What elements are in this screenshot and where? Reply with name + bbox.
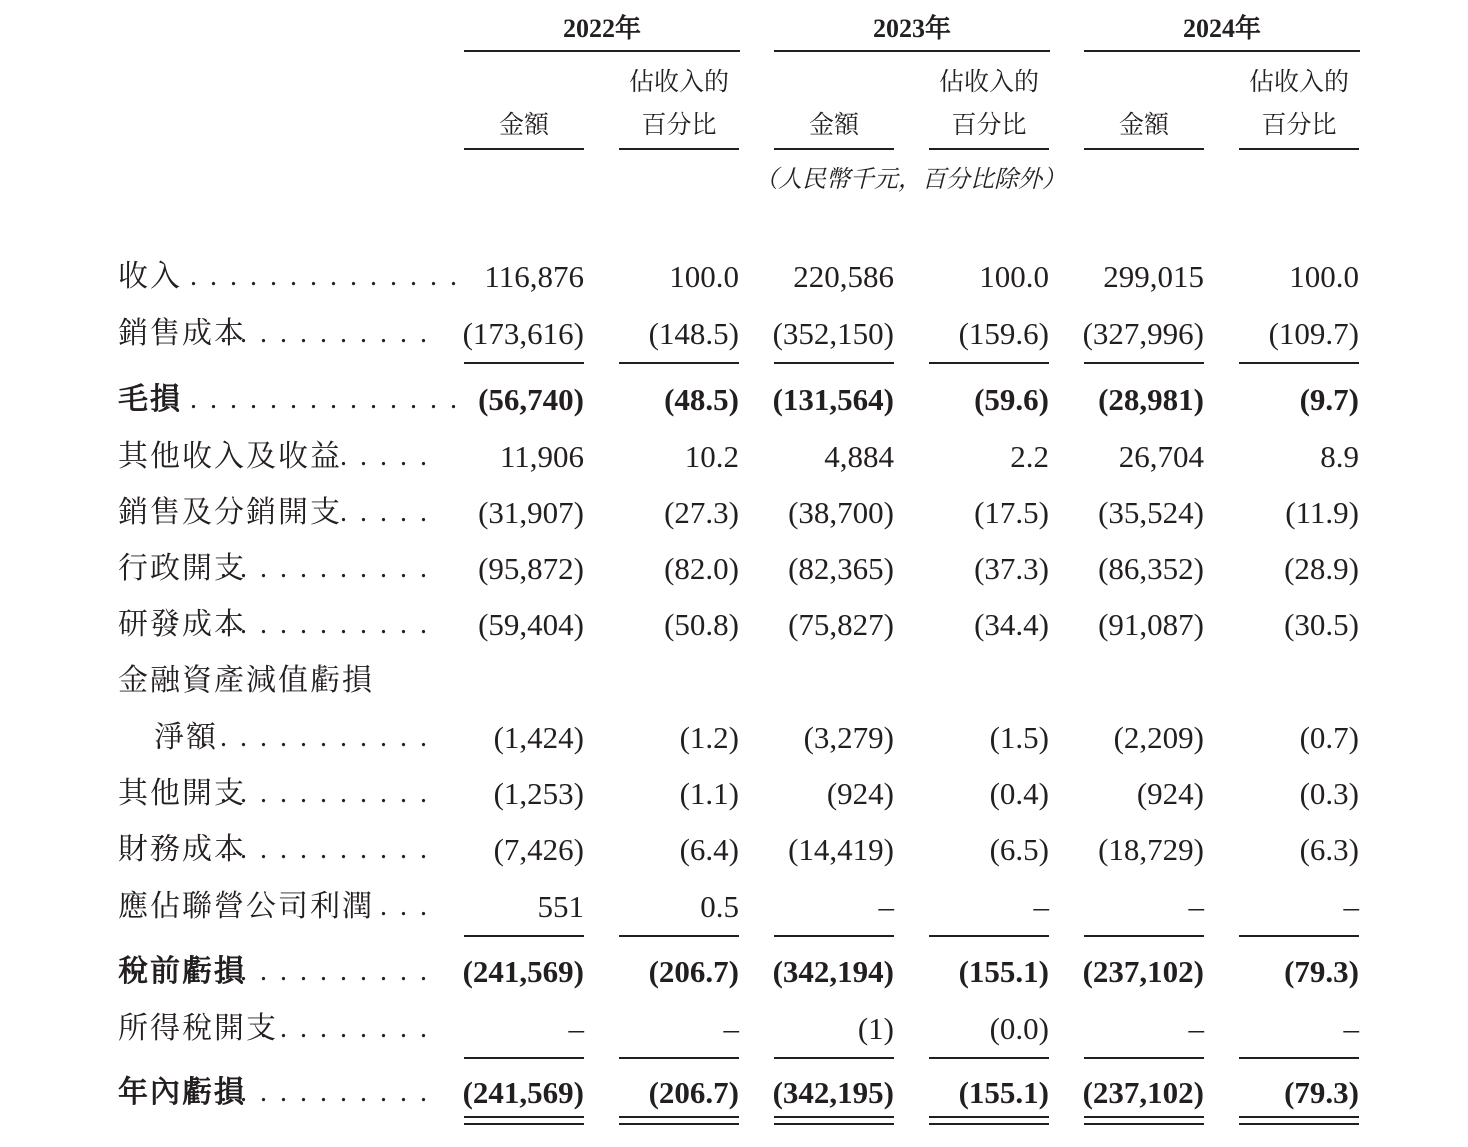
cell-2023-pct: 2.2 [1010,439,1049,474]
dot-leader: . . . . . . . . . . . . [200,722,430,753]
total-double-rule-bottom [464,1123,584,1125]
cell-2022-pct: (48.5) [664,382,739,417]
cell-2022-pct: (6.4) [679,832,739,867]
total-double-rule-bottom [1239,1123,1359,1125]
column-header-pct-line1: 佔收入的 [1248,67,1349,96]
cell-2022-amount: 551 [537,889,584,924]
dot-leader: . . . . . . . . . . . . . . [190,261,460,292]
column-header-pct-line2: 百分比 [641,110,717,139]
row-label: 毛損 [118,382,182,417]
subtotal-rule [619,362,739,364]
column-header-underline [929,148,1049,150]
column-header-underline [1239,148,1359,150]
cell-2023-amount: (342,194) [772,954,894,989]
cell-2022-amount: 11,906 [499,439,584,474]
total-double-rule-top [1084,1116,1204,1118]
subtotal-rule [464,1057,584,1059]
cell-2024-amount: (18,729) [1098,832,1204,867]
total-double-rule-top [774,1116,894,1118]
cell-2023-pct: (6.5) [989,832,1049,867]
dot-leader: . . . . . . . . . . . [220,318,430,349]
subtotal-rule [1239,935,1359,937]
cell-2024-pct: (0.7) [1299,720,1359,755]
subtotal-rule [774,1057,894,1059]
cell-2024-amount: (237,102) [1082,954,1204,989]
cell-2022-pct: 0.5 [700,889,739,924]
cell-2024-amount: (86,352) [1098,551,1204,586]
cell-2023-pct: (34.4) [974,607,1049,642]
year-underline-2023 [774,50,1050,52]
cell-2024-amount: (924) [1136,776,1204,811]
total-double-rule-top [1239,1116,1359,1118]
cell-2024-pct: (0.3) [1299,776,1359,811]
cell-2024-pct: 100.0 [1289,259,1359,294]
cell-2023-pct: (155.1) [958,1075,1049,1110]
column-header-underline [774,148,894,150]
subtotal-rule [1084,935,1204,937]
cell-2024-pct: (79.3) [1284,954,1359,989]
cell-2022-amount: 116,876 [484,259,584,294]
cell-2023-amount: (14,419) [788,832,894,867]
column-header-underline [619,148,739,150]
subtotal-rule [774,362,894,364]
cell-2024-pct: (79.3) [1284,1075,1359,1110]
row-label: 行政開支 [118,551,246,586]
subtotal-rule [929,935,1049,937]
year-underline-2022 [464,50,740,52]
cell-2022-pct: 100.0 [669,259,739,294]
column-header-amount: 金額 [498,110,549,139]
total-double-rule-bottom [774,1123,894,1125]
cell-2023-pct: (155.1) [958,954,1049,989]
subtotal-rule [619,935,739,937]
row-label: 其他收入及收益 [118,439,342,474]
cell-2023-pct: (0.4) [989,776,1049,811]
total-double-rule-bottom [619,1123,739,1125]
cell-2022-amount: (31,907) [478,495,584,530]
cell-2022-amount: (59,404) [478,607,584,642]
cell-2024-amount: (2,209) [1113,720,1204,755]
cell-2024-amount: – [1188,1011,1204,1046]
dot-leader: . . . . . [340,497,430,528]
column-header-underline [464,148,584,150]
cell-2024-pct: – [1343,889,1359,924]
subtotal-rule [464,935,584,937]
dot-leader: . . . . . . . . . . . [220,956,430,987]
cell-2022-pct: (206.7) [648,954,739,989]
cell-2022-pct: (148.5) [648,316,739,351]
cell-2024-pct: (30.5) [1284,607,1359,642]
cell-2024-pct: (6.3) [1299,832,1359,867]
row-label: 應佔聯營公司利潤 [118,889,374,924]
cell-2024-amount: 26,704 [1118,439,1204,474]
cell-2022-amount: (173,616) [462,316,584,351]
row-label: 稅前虧損 [118,954,246,989]
cell-2024-amount: (28,981) [1098,382,1204,417]
dot-leader: . . . . . . . . . . . [220,1077,430,1108]
cell-2022-pct: (82.0) [664,551,739,586]
cell-2023-pct: (37.3) [974,551,1049,586]
year-header-2024: 2024年 [1182,14,1261,43]
subtotal-rule [1084,362,1204,364]
row-label: 收入 [118,259,182,294]
row-label: 銷售及分銷開支 [118,495,342,530]
cell-2022-amount: (241,569) [462,1075,584,1110]
subtotal-rule [774,935,894,937]
cell-2023-amount: (342,195) [772,1075,894,1110]
cell-2022-pct: (1.2) [679,720,739,755]
dot-leader: . . . . . . . . . . . . . . [190,384,460,415]
row-label: 所得稅開支 [118,1011,278,1046]
dot-leader: . . . . . . . . . . . [220,553,430,584]
year-header-2022: 2022年 [562,14,641,43]
subtotal-rule [1084,1057,1204,1059]
cell-2024-amount: 299,015 [1103,259,1204,294]
row-label: 其他開支 [118,776,246,811]
cell-2022-amount: (95,872) [478,551,584,586]
cell-2022-pct: (206.7) [648,1075,739,1110]
cell-2024-pct: (109.7) [1268,316,1359,351]
cell-2023-amount: 220,586 [793,259,894,294]
row-label: 金融資產減值虧損 [118,663,374,698]
cell-2024-amount: (91,087) [1098,607,1204,642]
dot-leader: . . . . . . . . . . . [220,609,430,640]
row-label: 淨額 [154,720,218,755]
cell-2023-pct: (0.0) [989,1011,1049,1046]
row-label: 銷售成本 [118,316,246,351]
column-header-pct-line1: 佔收入的 [628,67,729,96]
cell-2023-amount: (38,700) [788,495,894,530]
cell-2022-amount: (241,569) [462,954,584,989]
cell-2022-pct: – [723,1011,739,1046]
row-label: 財務成本 [118,832,246,867]
cell-2022-amount: (1,424) [493,720,584,755]
dot-leader: . . . . . . . . . . . [220,778,430,809]
cell-2022-pct: (1.1) [679,776,739,811]
cell-2024-pct: (28.9) [1284,551,1359,586]
cell-2024-amount: (237,102) [1082,1075,1204,1110]
year-header-2023: 2023年 [872,14,951,43]
column-header-pct-line2: 百分比 [1261,110,1337,139]
total-double-rule-bottom [1084,1123,1204,1125]
dot-leader: . . . . . . . . . [260,1013,430,1044]
unit-note: （人民幣千元，百分比除外） [754,165,1066,193]
cell-2023-pct: (1.5) [989,720,1049,755]
cell-2023-pct: 100.0 [979,259,1049,294]
cell-2022-amount: – [568,1011,584,1046]
dot-leader: . . . [380,891,430,922]
cell-2023-amount: (924) [826,776,894,811]
cell-2023-amount: (352,150) [772,316,894,351]
cell-2024-amount: (327,996) [1082,316,1204,351]
cell-2023-amount: – [878,889,894,924]
cell-2022-amount: (56,740) [478,382,584,417]
dot-leader: . . . . . . . . . . . [220,834,430,865]
total-double-rule-top [464,1116,584,1118]
cell-2022-pct: 10.2 [684,439,739,474]
subtotal-rule [929,362,1049,364]
total-double-rule-bottom [929,1123,1049,1125]
cell-2024-pct: (11.9) [1285,495,1359,530]
cell-2023-amount: (75,827) [788,607,894,642]
column-header-pct-line2: 百分比 [951,110,1027,139]
cell-2023-pct: (159.6) [958,316,1049,351]
cell-2023-pct: (17.5) [974,495,1049,530]
cell-2023-pct: (59.6) [974,382,1049,417]
cell-2023-amount: (82,365) [788,551,894,586]
cell-2024-amount: – [1188,889,1204,924]
subtotal-rule [929,1057,1049,1059]
cell-2024-pct: – [1343,1011,1359,1046]
cell-2024-pct: (9.7) [1299,382,1359,417]
column-header-underline [1084,148,1204,150]
cell-2023-amount: 4,884 [824,439,894,474]
cell-2023-amount: (1) [857,1011,894,1046]
total-double-rule-top [619,1116,739,1118]
cell-2024-amount: (35,524) [1098,495,1204,530]
total-double-rule-top [929,1116,1049,1118]
subtotal-rule [1239,362,1359,364]
cell-2022-pct: (50.8) [664,607,739,642]
cell-2024-pct: 8.9 [1320,439,1359,474]
subtotal-rule [464,362,584,364]
column-header-amount: 金額 [1118,110,1169,139]
subtotal-rule [619,1057,739,1059]
cell-2023-amount: (3,279) [803,720,894,755]
row-label: 研發成本 [118,607,246,642]
row-label: 年內虧損 [118,1075,246,1110]
subtotal-rule [1239,1057,1359,1059]
cell-2023-amount: (131,564) [772,382,894,417]
dot-leader: . . . . . [340,441,430,472]
column-header-pct-line1: 佔收入的 [938,67,1039,96]
cell-2022-pct: (27.3) [664,495,739,530]
cell-2023-pct: – [1033,889,1049,924]
column-header-amount: 金額 [808,110,859,139]
cell-2022-amount: (1,253) [493,776,584,811]
cell-2022-amount: (7,426) [493,832,584,867]
year-underline-2024 [1084,50,1360,52]
